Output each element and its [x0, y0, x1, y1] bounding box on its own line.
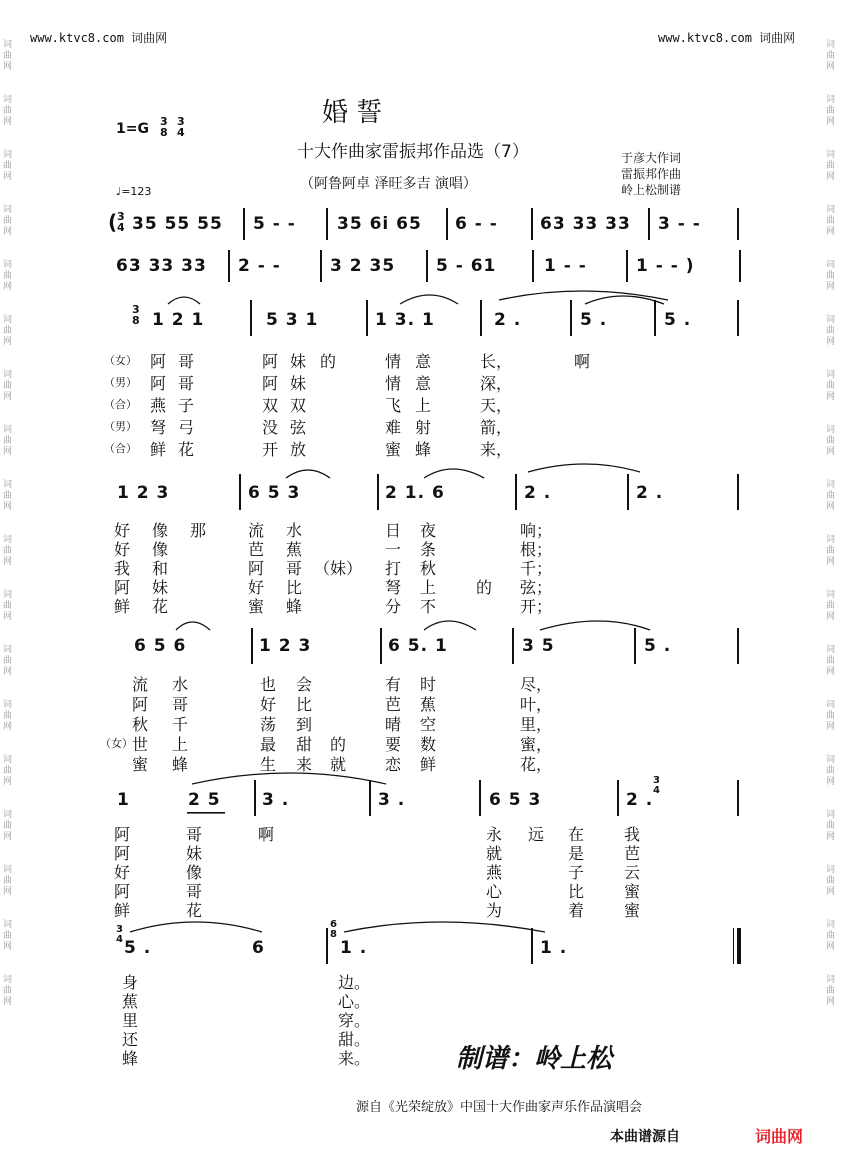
- singer-role: （女）: [104, 354, 137, 367]
- lyric-char: 好: [248, 578, 265, 597]
- intro-time-signature: 3 4: [117, 210, 125, 234]
- lyric-char: 芭: [385, 695, 402, 714]
- lyric-char: 有: [385, 675, 402, 694]
- lyric-char: 蜜: [624, 882, 641, 901]
- lyric-char: 花: [186, 901, 203, 920]
- lyric-char: 子: [568, 863, 585, 882]
- lyric-char: 意: [415, 352, 432, 371]
- melody-measure: 6: [252, 938, 265, 958]
- intro-measure: 3 - -: [658, 214, 701, 234]
- intro-measure: 6 - -: [455, 214, 498, 234]
- time-signature-3-8: 3 8: [160, 115, 168, 139]
- lyric-char: 深，: [480, 374, 513, 393]
- lyric-char: 心: [486, 882, 503, 901]
- slur: [176, 622, 210, 630]
- lyric-char: 流: [248, 521, 265, 540]
- lyric-char: 蜜: [385, 440, 402, 459]
- lyric-char: 鲜: [420, 755, 437, 774]
- lyric-char: 阿: [248, 559, 265, 578]
- underline-beam: [187, 812, 225, 814]
- lyric-char: 阿: [262, 374, 279, 393]
- melody-measure: 3 .: [378, 790, 406, 810]
- melody-measure: 5 .: [124, 938, 152, 958]
- credit-composer: 雷振邦作曲: [621, 167, 682, 181]
- lyric-char: 甜: [296, 735, 313, 754]
- intro-open-bracket: (: [108, 210, 119, 234]
- tie: [344, 922, 545, 932]
- lyric-char: 也: [260, 675, 277, 694]
- melody-measure: 1 2 3: [259, 636, 312, 656]
- intro-measure: 1 - - ): [636, 256, 695, 276]
- lyric-char: 啊: [574, 352, 591, 371]
- time-signature: 3 4: [653, 775, 660, 796]
- melody-measure: 3 5: [522, 636, 555, 656]
- intro-measure: 1 - -: [544, 256, 587, 276]
- lyric-char: 响；: [520, 521, 553, 540]
- lyric-char: 射: [415, 418, 432, 437]
- melody-measure: 5 .: [664, 310, 692, 330]
- melody-measure: 2 5: [188, 790, 221, 810]
- lyric-char: 难: [385, 418, 402, 437]
- lyric-char: 上: [420, 578, 437, 597]
- lyric-char: 水: [172, 675, 189, 694]
- lyric-char: 弩: [385, 578, 402, 597]
- lyric-char: 流: [132, 675, 149, 694]
- lyric-char: 啊: [258, 825, 275, 844]
- lyric-char: 我: [114, 559, 131, 578]
- side-watermark-right: 词 曲 网 词 曲 网 词 曲 网 词 曲 网 词 曲 网 词 曲 网 词 曲 网 词 曲 网 词 曲 网 词 曲 网 词 曲 网 词 曲 网 词 曲 网 词 曲 网 词 曲 网 词 曲 网 词 曲 网 词 曲 网: [826, 40, 836, 1007]
- melody-measure: 5 .: [644, 636, 672, 656]
- lyric-char: 时: [420, 675, 437, 694]
- lyric-char: 妹: [290, 374, 307, 393]
- singer-role: （男）: [104, 420, 137, 433]
- melody-measure: 5 3 1: [266, 310, 319, 330]
- singer-role: （女）: [100, 737, 133, 750]
- lyric-char: 数: [420, 735, 437, 754]
- lyric-char: 的: [320, 352, 337, 371]
- lyric-char: 好: [114, 863, 131, 882]
- lyric-char: 里: [122, 1011, 139, 1030]
- lyric-char: 秋: [420, 559, 437, 578]
- lyric-char: 飞: [385, 396, 402, 415]
- lyric-char: 生: [260, 755, 277, 774]
- lyric-char: 妹: [152, 578, 169, 597]
- lyric-char: 来: [296, 755, 313, 774]
- melody-measure: 1 2 1: [152, 310, 205, 330]
- lyric-char: 意: [415, 374, 432, 393]
- lyric-char: 开；: [520, 597, 553, 616]
- lyric-char: 芭: [248, 540, 265, 559]
- lyric-char: 天，: [480, 396, 513, 415]
- transcriber-signature: 制谱：岭上松: [456, 1044, 613, 1074]
- lyric-char: 还: [122, 1030, 139, 1049]
- slur: [424, 621, 476, 630]
- lyric-char: 蜜，: [520, 735, 553, 754]
- singer-role: （男）: [104, 376, 137, 389]
- credit-lyricist: 于彦大作词: [621, 151, 682, 165]
- lyric-char: 阿: [150, 352, 167, 371]
- lyric-char: 永: [486, 825, 503, 844]
- lyric-char: 阿: [262, 352, 279, 371]
- lyric-char: 心。: [338, 992, 371, 1011]
- lyric-char: 身: [122, 973, 139, 992]
- intro-measure: 5 - 61: [436, 256, 497, 276]
- lyric-char: 阿: [132, 695, 149, 714]
- lyric-char: 好: [260, 695, 277, 714]
- lyric-char: 像: [152, 521, 169, 540]
- key-signature: 1=G: [116, 121, 149, 137]
- lyric-char: 阿: [114, 882, 131, 901]
- tie: [130, 922, 262, 932]
- lyric-char: 要: [385, 735, 402, 754]
- lyric-char: 哥: [286, 559, 303, 578]
- lyric-char: 燕: [150, 396, 167, 415]
- lyric-char: 像: [186, 863, 203, 882]
- lyric-char: 哥: [186, 825, 203, 844]
- lyric-char: 好: [114, 540, 131, 559]
- lyric-char: 阿: [114, 578, 131, 597]
- lyric-char: 蜂: [122, 1049, 139, 1068]
- lyric-char: 到: [296, 715, 313, 734]
- intro-measure: 3 2 35: [330, 256, 396, 276]
- lyric-char: 上: [172, 735, 189, 754]
- melody-measure: 1 .: [340, 938, 368, 958]
- lyric-char: 水: [286, 521, 303, 540]
- singer-role: （合）: [104, 442, 137, 455]
- lyric-char: 阿: [114, 825, 131, 844]
- site-link-right[interactable]: www.ktvc8.com 词曲网: [658, 31, 796, 45]
- lyric-char: 不: [420, 597, 437, 616]
- intro-measure: 2 - -: [238, 256, 281, 276]
- lyric-char: 弓: [178, 418, 195, 437]
- lyric-char: 甜。: [338, 1030, 371, 1049]
- lyric-char: 蜜: [248, 597, 265, 616]
- tie: [499, 291, 668, 300]
- lyric-char: 蜜: [624, 901, 641, 920]
- lyric-char: 打: [385, 559, 402, 578]
- lyric-char: 千: [172, 715, 189, 734]
- lyric-char: 的: [476, 578, 493, 597]
- tie: [540, 621, 650, 630]
- lyric-char: 蕉: [122, 992, 139, 1011]
- lyric-char: 比: [286, 578, 303, 597]
- melody-measure: 6 5 6: [134, 636, 187, 656]
- lyric-char: 条: [420, 540, 437, 559]
- lyric-char: 情: [385, 374, 402, 393]
- lyric-char: 就: [330, 755, 347, 774]
- lyric-char: 鲜: [150, 440, 167, 459]
- slur: [168, 297, 200, 304]
- lyric-char: 为: [486, 901, 503, 920]
- lyric-char: 蜜: [132, 755, 149, 774]
- slur: [424, 469, 484, 478]
- melody-measure: 1 .: [540, 938, 568, 958]
- lyric-char: 没: [262, 418, 279, 437]
- lyric-char: 夜: [420, 521, 437, 540]
- lyric-char: 双: [262, 396, 279, 415]
- intro-measure: 35 55 55: [132, 214, 223, 234]
- melody-measure: 1 2 3: [117, 483, 170, 503]
- tempo-mark: ♩=123: [116, 185, 152, 198]
- melody-measure: 6 5. 1: [388, 636, 448, 656]
- intro-measure: 35 6i 65: [337, 214, 422, 234]
- intro-measure: 5 - -: [253, 214, 296, 234]
- lyric-char: 在: [568, 825, 585, 844]
- lyric-char: 蜂: [286, 597, 303, 616]
- tie: [192, 773, 386, 784]
- lyric-char: 尽，: [520, 675, 553, 694]
- lyric-char: 弦；: [520, 578, 553, 597]
- lyric-char: 晴: [385, 715, 402, 734]
- lyric-char: 像: [152, 540, 169, 559]
- melody-measure: 2 .: [626, 790, 654, 810]
- lyric-char: 云: [624, 863, 641, 882]
- lyric-char: 世: [132, 735, 149, 754]
- lyric-char: （妹）: [314, 559, 363, 578]
- lyric-char: 来，: [480, 440, 513, 459]
- lyric-char: 那: [190, 521, 207, 540]
- tie: [528, 464, 640, 472]
- song-performers: （阿鲁阿卓 泽旺多吉 演唱）: [300, 176, 477, 192]
- site-link-left[interactable]: www.ktvc8.com 词曲网: [30, 31, 168, 45]
- lyric-char: 哥: [178, 352, 195, 371]
- lyric-char: 燕: [486, 863, 503, 882]
- lyric-char: 是: [568, 844, 585, 863]
- lyric-char: 蜂: [172, 755, 189, 774]
- lyric-char: 阿: [114, 844, 131, 863]
- lyric-char: 里，: [520, 715, 553, 734]
- lyric-char: 鲜: [114, 901, 131, 920]
- lyric-char: 妹: [186, 844, 203, 863]
- slur: [286, 470, 330, 478]
- melody-measure: 6 5 3: [248, 483, 301, 503]
- lyric-char: 根；: [520, 540, 553, 559]
- origin-label: 本曲谱源自: [610, 1129, 680, 1145]
- intro-measure: 63 33 33: [540, 214, 631, 234]
- melody-measure: 2 .: [524, 483, 552, 503]
- lyric-char: 妹: [290, 352, 307, 371]
- lyric-char: 来。: [338, 1049, 371, 1068]
- origin-site-link[interactable]: 词曲网: [755, 1127, 804, 1146]
- lyric-char: 比: [296, 695, 313, 714]
- lyric-char: 穿。: [338, 1011, 371, 1030]
- lyric-char: 花，: [520, 755, 553, 774]
- side-watermark-left: 词 曲 网 词 曲 网 词 曲 网 词 曲 网 词 曲 网 词 曲 网 词 曲 网 词 曲 网 词 曲 网 词 曲 网 词 曲 网 词 曲 网 词 曲 网 词 曲 网 词 曲 网 词 曲 网 词 曲 网 词 曲 网: [3, 40, 13, 1007]
- lyric-char: 会: [296, 675, 313, 694]
- melody-measure: 1 3. 1: [375, 310, 435, 330]
- credit-transcriber: 岭上松制谱: [621, 183, 682, 197]
- lyric-char: 空: [420, 715, 437, 734]
- lyric-char: 长，: [480, 352, 513, 371]
- lyric-char: 放: [290, 440, 307, 459]
- source-note: 源自《光荣绽放》中国十大作曲家声乐作品演唱会: [356, 1100, 643, 1115]
- lyric-char: 哥: [172, 695, 189, 714]
- melody-measure: 6 5 3: [489, 790, 542, 810]
- melody-measure: 3 .: [262, 790, 290, 810]
- song-title: 婚 誓: [322, 98, 383, 128]
- melody-measure: 2 1. 6: [385, 483, 445, 503]
- lyric-char: 的: [330, 735, 347, 754]
- time-signature-3-4: 3 4: [177, 115, 185, 139]
- lyric-char: 哥: [178, 374, 195, 393]
- lyric-char: 蜂: [415, 440, 432, 459]
- slur: [400, 295, 458, 304]
- lyric-char: 蕉: [420, 695, 437, 714]
- lyric-char: 弩: [150, 418, 167, 437]
- lyric-char: 荡: [260, 715, 277, 734]
- time-signature: 3 4: [116, 924, 123, 945]
- lyric-char: 蕉: [286, 540, 303, 559]
- lyric-char: 子: [178, 396, 195, 415]
- lyric-char: 日: [385, 521, 402, 540]
- lyric-char: 弦: [290, 418, 307, 437]
- melody-measure: 5 .: [580, 310, 608, 330]
- lyric-char: 和: [152, 559, 169, 578]
- melody-measure: 2 .: [494, 310, 522, 330]
- melody-measure: 2 .: [636, 483, 664, 503]
- time-signature: 6 8: [330, 919, 337, 940]
- lyric-char: 芭: [624, 844, 641, 863]
- lyric-char: 鲜: [114, 597, 131, 616]
- lyric-char: 情: [385, 352, 402, 371]
- lyric-char: 叶，: [520, 695, 553, 714]
- lyric-char: 好: [114, 521, 131, 540]
- lyric-char: 花: [178, 440, 195, 459]
- lyric-char: 比: [568, 882, 585, 901]
- lyric-char: 就: [486, 844, 503, 863]
- lyric-char: 远: [528, 825, 545, 844]
- lyric-char: 恋: [385, 755, 402, 774]
- lyric-char: 最: [260, 735, 277, 754]
- lyric-char: 双: [290, 396, 307, 415]
- time-signature: 3 8: [132, 303, 140, 327]
- singer-role: （合）: [104, 398, 137, 411]
- melody-measure: 1: [117, 790, 130, 810]
- lyric-char: 着: [568, 901, 585, 920]
- lyric-char: 边。: [338, 973, 371, 992]
- lyric-char: 箭，: [480, 418, 513, 437]
- lyric-char: 秋: [132, 715, 149, 734]
- lyric-char: 一: [385, 540, 402, 559]
- lyric-char: 开: [262, 440, 279, 459]
- lyric-char: 千；: [520, 559, 553, 578]
- intro-measure: 63 33 33: [116, 256, 207, 276]
- song-subtitle: 十大作曲家雷振邦作品选（7）: [297, 142, 529, 162]
- lyric-char: 我: [624, 825, 641, 844]
- lyric-char: 分: [385, 597, 402, 616]
- lyric-char: 花: [152, 597, 169, 616]
- lyric-char: 阿: [150, 374, 167, 393]
- lyric-char: 上: [415, 396, 432, 415]
- lyric-char: 哥: [186, 882, 203, 901]
